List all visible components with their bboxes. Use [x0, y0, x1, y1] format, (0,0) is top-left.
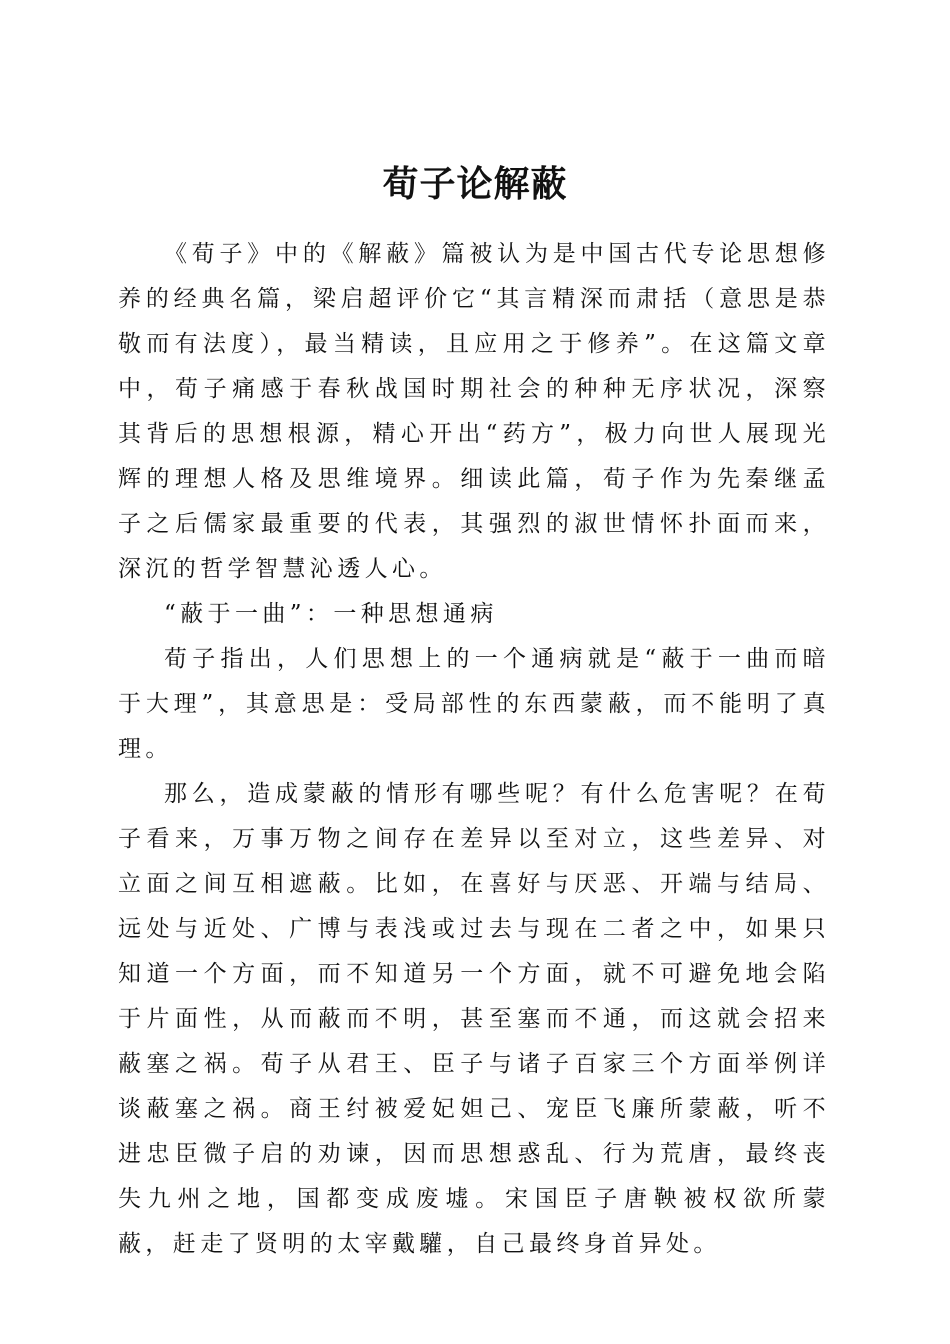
paragraph-common-flaw: 荀子指出，人们思想上的一个通病就是“蔽于一曲而暗于大理”，其意思是：受局部性的东西蒙蔽，而不能明了真理。 [118, 646, 830, 762]
document-body [118, 232, 830, 1267]
paragraph-harms: 那么，造成蒙蔽的情形有哪些呢？有什么危害呢？在荀子看来，万事万物之间存在差异以至对立，这些差异、对立面之间互相遮蔽。比如，在喜好与厌恶、开端与结局、远处与近处、广博与表浅或过去与现在二者之中，如果只知道一个方面，而不知道另一个方面，就不可避免地会陷于片面性，从而蔽而不明，甚至塞而不通，而这就会招来蔽塞之祸。荀子从君王、臣子与诸子百家三个方面举例详谈蔽塞之祸。商王纣被爱妃妲己、宠臣飞廉所蒙蔽，听不进忠臣微子启的劝谏，因而思想惑乱、行为荒唐，最终丧失九州之地，国都变成废墟。宋国臣子唐鞅被权欲所蒙蔽，赶走了贤明的太宰戴驩，自己最终身首异处。 [118, 781, 830, 1257]
paragraph-intro: 《荀子》中的《解蔽》篇被认为是中国古代专论思想修养的经典名篇，梁启超评价它“其言精深而肃括（意思是恭敬而有法度），最当精读，且应用之于修养”。在这篇文章中，荀子痛感于春秋战国时期社会的种种无序状况，深察其背后的思想根源，精心开出“药方”，极力向世人展现光辉的理想人格及思维境界。细读此篇，荀子作为先秦继孟子之后儒家最重要的代表，其强烈的淑世情怀扑面而来，深沉的哲学智慧沁透人心。 [118, 241, 830, 582]
document-title: 荀子论解蔽 [382, 163, 568, 206]
section-heading: “蔽于一曲”：一种思想通病 [164, 601, 498, 627]
